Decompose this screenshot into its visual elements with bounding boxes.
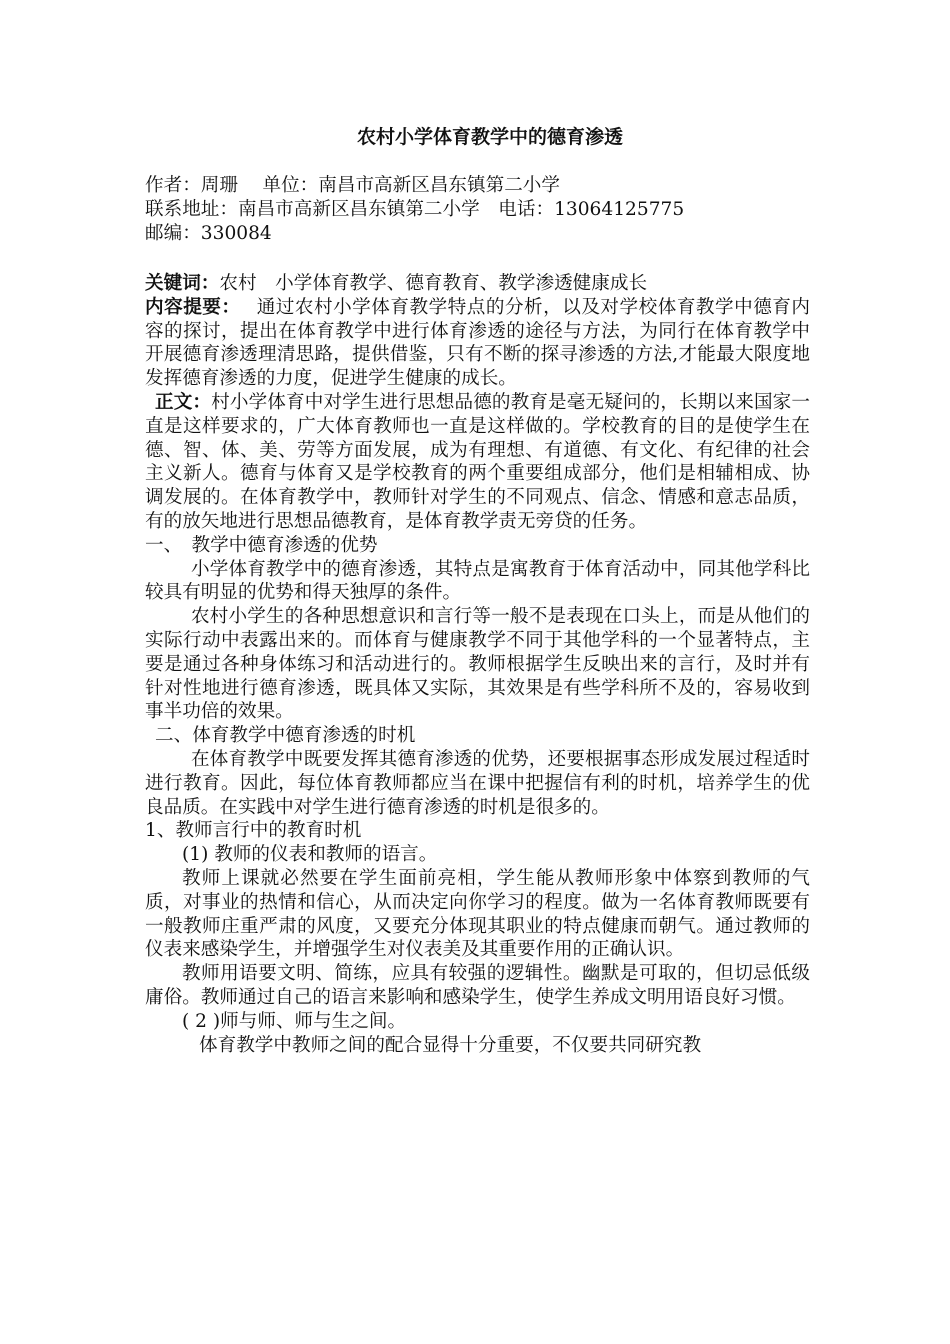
section-1-paragraph-2: 农村小学生的各种思想意识和言行等一般不是表现在口头上，而是从他们的实际行动中表露出来的。而体育与健康教学不同于其他学科的一个显著特点，主要是通过各种身体练习和活动进行的。教师根据学生反映出来的言行，及时并有针对性地进行德育渗透，既具体又实际，其效果是有些学科所不及的，容易收到事半功倍的效果。 <box>145 606 810 723</box>
postcode-line: 邮编：330084 <box>145 222 272 244</box>
main-text-body: 村小学体育中对学生进行思想品德的教育是毫无疑问的，长期以来国家一直是这样要求的，广大体育教师也一直是这样做的。学校教育的目的是使学生在德、智、体、美、劳等方面发展，成为有理想、有道德、有文化、有纪律的社会主义新人。德育与体育又是学校教育的两个重要组成部分，他们是相辅相成、协调发展的。在体育教学中，教师针对学生的不同观点、信念、情感和意志品质，有的放矢地进行思想品德教育，是体育教学责无旁贷的任务。 <box>145 391 810 532</box>
keywords-text: 农村 小学体育教学、德育教育、教学渗透健康成长 <box>219 273 648 294</box>
subsection-item-2: ( 2 )师与师、师与生之间。 <box>182 1010 407 1032</box>
subsection-paragraph-1: 教师上课就必然要在学生面前亮相，学生能从教师形象中体察到教师的气质，对事业的热情和信心，从而决定向你学习的程度。做为一名体育教师既要有一般教师庄重严肃的风度，又要充分体现其职业的特点健康而朝气。通过教师的仪表来感染学生，并增强学生对仪表美及其重要作用的正确认识。 <box>145 867 810 961</box>
section-heading-1: 一、 教学中德育渗透的优势 <box>145 534 378 556</box>
document-title: 农村小学体育教学中的德育渗透 <box>356 126 623 148</box>
keywords-label: 关键词： <box>145 273 220 294</box>
section-2-paragraph-1: 在体育教学中既要发挥其德育渗透的优势，还要根据事态形成发展过程适时进行教育。因此，每位体育教师都应当在课中把握信有利的时机，培养学生的优良品质。在实践中对学生进行德育渗透的时机是很多的。 <box>145 748 810 818</box>
subsection-heading-1: 1、教师言行中的教育时机 <box>145 820 362 842</box>
subsection-paragraph-2: 教师用语要文明、简练，应具有较强的逻辑性。幽默是可取的，但切忌低级庸俗。教师通过自己的语言来影响和感染学生，使学生养成文明用语良好习惯。 <box>145 963 810 1008</box>
abstract-paragraph <box>145 296 810 391</box>
main-text-label: 正文： <box>155 391 212 413</box>
address-line: 联系地址：南昌市高新区昌东镇第二小学 电话：13064125775 <box>145 198 685 220</box>
document-body <box>145 272 810 1057</box>
author-info <box>145 174 845 245</box>
section-1-paragraph-1: 小学体育教学中的德育渗透，其特点是寓教育于体育活动中，同其他学科比较具有明显的优势和得天独厚的条件。 <box>145 558 810 604</box>
main-text-paragraph <box>145 391 810 534</box>
abstract-label: 内容提要： <box>145 296 232 318</box>
subsection-item-1: (1) 教师的仪表和教师的语言。 <box>182 844 438 866</box>
subsection-paragraph-3: 体育教学中教师之间的配合显得十分重要，不仅要共同研究教 <box>199 1034 702 1056</box>
abstract-text: 通过农村小学体育教学特点的分析，以及对学校体育教学中德育内容的探讨，提出在体育教学中进行体育渗透的途径与方法，为同行在体育教学中开展德育渗透理清思路，提供借鉴，只有不断的探寻渗透的方法,才能最大限度地发挥德育渗透的力度，促进学生健康的成长。 <box>145 296 810 390</box>
section-heading-2: 二、体育教学中德育渗透的时机 <box>155 725 416 747</box>
keywords-paragraph <box>145 272 810 296</box>
author-line: 作者：周珊 单位：南昌市高新区昌东镇第二小学 <box>145 175 560 196</box>
